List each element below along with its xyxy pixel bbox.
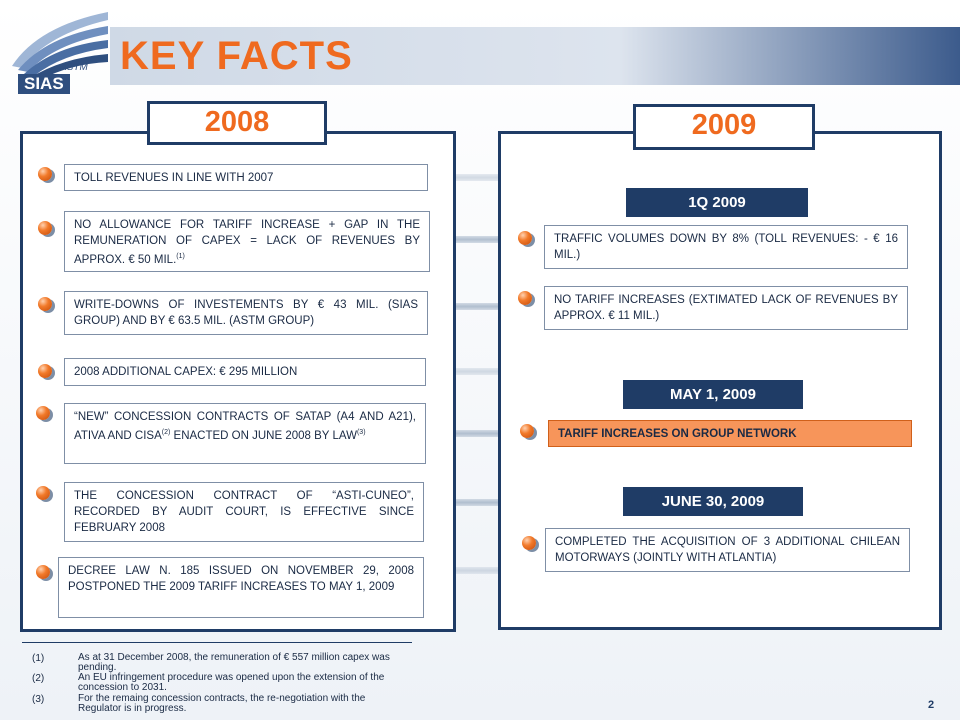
bullet-icon — [38, 364, 52, 378]
page-title: KEY FACTS — [120, 34, 353, 78]
footnote-number: (1) — [32, 653, 45, 664]
fact-item — [64, 482, 424, 542]
footnote-text: As at 31 December 2008, the remuneration of € 557 million capex was pending. — [78, 652, 390, 673]
page-number: 2 — [928, 699, 935, 711]
fact-text: COMPLETED THE ACQUISITION OF 3 ADDITIONAL CHILEAN MOTORWAYS (JOINTLY WITH ATLANTIA) — [555, 536, 900, 564]
fact-item — [64, 358, 426, 386]
fact-item — [64, 403, 426, 464]
fact-text: ENACTED ON JUNE 2008 BY LAW — [170, 429, 357, 442]
footnote-ref: (3) — [356, 429, 366, 436]
connector-line — [455, 430, 500, 437]
fact-text: 2008 ADDITIONAL CAPEX: € 295 MILLION — [74, 366, 298, 378]
footnote-ref: (1) — [176, 253, 185, 260]
fact-item — [64, 211, 430, 272]
connector-line — [455, 499, 500, 506]
connector-line — [455, 303, 500, 310]
fact-text: “NEW” CONCESSION CONTRACTS OF SATAP (A4 AND A21), ATIVA AND CISA — [74, 411, 416, 442]
fact-text: NO ALLOWANCE FOR TARIFF INCREASE + GAP IN THE REMUNERATION OF CAPEX = LACK OF REVENUES BY APPROX. € 50 MIL. — [74, 219, 420, 266]
bullet-icon — [38, 167, 52, 181]
fact-item — [64, 291, 428, 335]
footnote-ref: (2) — [161, 429, 171, 436]
date-june-2009: JUNE 30, 2009 — [623, 487, 803, 516]
bullet-icon — [38, 221, 52, 235]
logo-astm-text: ASTM — [60, 62, 88, 73]
footnote-text: An EU infringement procedure was opened upon the extension of the concession to 2031. — [78, 672, 385, 693]
bullet-icon — [518, 291, 532, 305]
fact-item-highlight — [548, 420, 912, 447]
fact-text: TOLL REVENUES IN LINE WITH 2007 — [74, 172, 274, 184]
bullet-icon — [36, 565, 50, 579]
fact-item — [64, 164, 428, 191]
fact-text: TARIFF INCREASES ON GROUP NETWORK — [558, 428, 797, 440]
bullet-icon — [520, 424, 534, 438]
bullet-icon — [36, 406, 50, 420]
footnote-text: For the remaing concession contracts, the re-negotiation with the Regulator is in progress. — [78, 693, 366, 714]
bullet-icon — [36, 486, 50, 500]
connector-line — [455, 236, 500, 243]
year-2009-label: 2009 — [633, 104, 815, 150]
year-2008-label: 2008 — [147, 101, 327, 145]
bullet-icon — [38, 297, 52, 311]
fact-text: NO TARIFF INCREASES (EXTIMATED LACK OF REVENUES BY APPROX. € 11 MIL.) — [554, 294, 898, 322]
footnote-rule — [22, 642, 412, 643]
bullet-icon — [518, 231, 532, 245]
date-may-2009: MAY 1, 2009 — [623, 380, 803, 409]
fact-item — [545, 528, 910, 572]
footnote-number: (2) — [32, 673, 45, 684]
fact-item — [544, 225, 908, 269]
logo-sias-text: SIAS — [18, 74, 70, 94]
fact-text: DECREE LAW N. 185 ISSUED ON NOVEMBER 29, 2008 POSTPONED THE 2009 TARIFF INCREASES TO MAY 1, 2009 — [68, 565, 414, 593]
fact-text: TRAFFIC VOLUMES DOWN BY 8% (TOLL REVENUES: - € 16 MIL.) — [554, 233, 898, 261]
fact-item — [58, 557, 424, 618]
fact-text: THE CONCESSION CONTRACT OF “ASTI-CUNEO”, RECORDED BY AUDIT COURT, IS EFFECTIVE SINCE FEBRUARY 2008 — [74, 490, 414, 534]
date-1q-2009: 1Q 2009 — [626, 188, 808, 217]
fact-text: WRITE-DOWNS OF INVESTEMENTS BY € 43 MIL. (SIAS GROUP) AND BY € 63.5 MIL. (ASTM GROUP) — [74, 299, 418, 327]
bullet-icon — [522, 536, 536, 550]
footnote-number: (3) — [32, 694, 45, 705]
fact-item — [544, 286, 908, 330]
